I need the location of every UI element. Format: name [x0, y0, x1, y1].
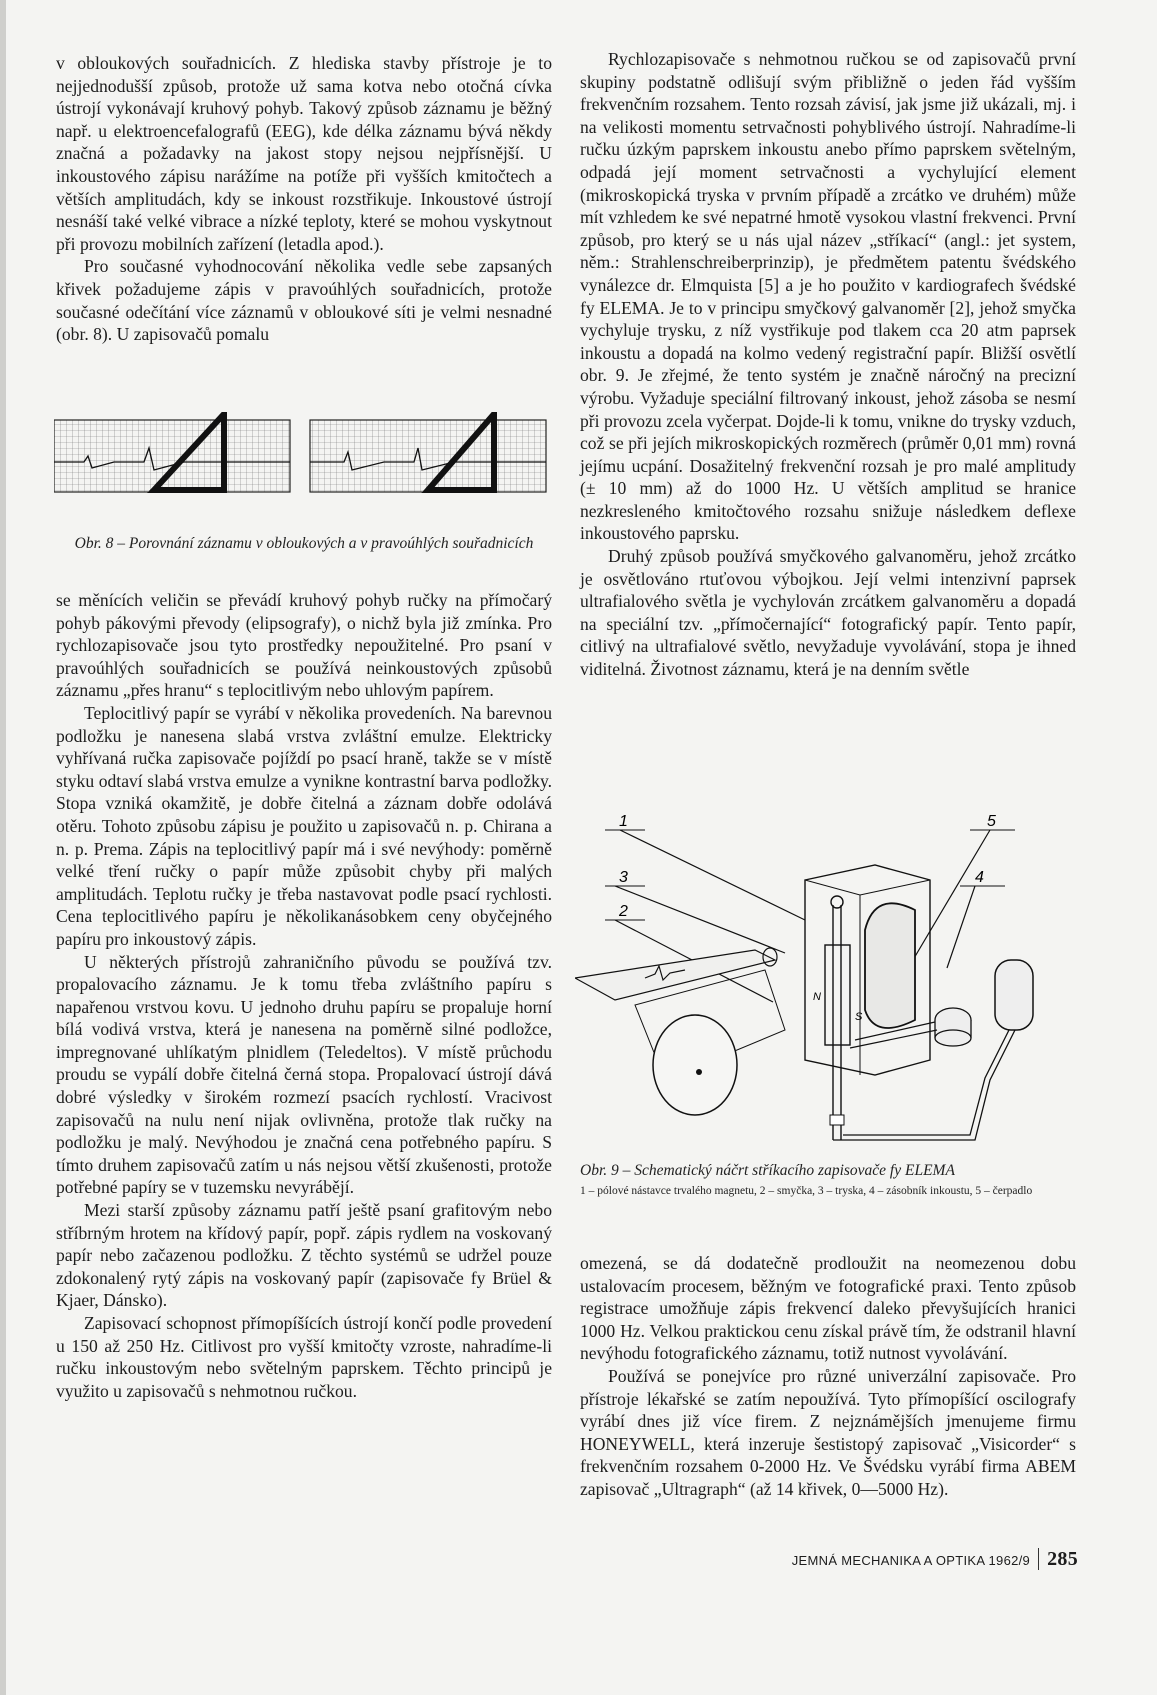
fig9-label-S: S — [855, 1011, 863, 1023]
fig9-label-2: 2 — [619, 903, 628, 920]
paragraph: Mezi starší způsoby záznamu patří ještě psaní grafitovým nebo stříbrným hrotem na křídový papír, popř. zápis rydlem na voskovaný papír nebo začazenou podložku. Z těchto systémů se udržel pouze zdokonalený rytý zápis na voskovaný papír (zapisovače fy Brüel & Kjaer, Dánsko). — [56, 1200, 552, 1311]
paragraph-intro: Rychlozapisovače s nehmotnou ručkou se od zapisovačů první skupiny podstatně odlišují svým přibližně o jeden řád vyšším frekvenčním rozsahem. Tento rozsah závisí, jak jsme již ukázali, mj. i na velikosti momentu setrvačnosti pohyblivého ústrojí. Nahradíme-li ručku úzkým paprskem inkoustu anebo přímo paprskem světelným, odpadá její moment setrvačnosti a vychylující element (mikroskopická tryska v prvním případě a zrcátko ve druhém) může mít vzhledem ke své nepatrné hmotě vysokou vlastní frekvenci. První způsob, pro který se u nás ujal název „stříkací“ (angl.: jet system, něm.: Strahlenschreiberprinzip), je předmětem patentu švédského vynálezce dr. Elmquista [5] a je ho použito v kardiografech švédské fy ELEMA. Je to v principu smyčkový galvanoměr [2], jehož smyčka vychyluje trysku, z níž vystřikuje pod tlakem cca 20 atm paprsek inkoustu a dopadá na kolmo vedený registrační papír. Bližší osvětlí obr. 9. Je zřejmé, že tento systém je značně náročný na precizní výrobu. Vyžaduje speciální filtrovaný inkoust, jehož zásoba se nesmí při provozu zcela vyčerpat. Dojde-li k tomu, vnikne do trysky vzduch, což se při jejích mikroskopických rozměrech (průměr 0,01 mm) rovná jejímu ucpání. Dosažitelný frekvenční rozsah je pro malé amplitudy (± 10 mm) až do 1000 Hz. U větších amplitud se hranice nezkresleného kmitočtového rozsahu snižuje následkem deflexe inkoustového paprsku. — [580, 49, 1076, 544]
fig9-label-5: 5 — [987, 813, 996, 830]
figure-9-drawing — [575, 810, 1080, 1155]
figure-8-drawing — [54, 412, 554, 502]
left-column-block-2 — [56, 589, 552, 1402]
figure-9-caption: Obr. 9 – Schematický náčrt stříkacího zapisovače fy ELEMA — [580, 1162, 955, 1179]
fig9-label-N: N — [813, 991, 821, 1003]
right-column-block-2 — [580, 1252, 1076, 1501]
page-footer — [700, 1548, 1078, 1571]
left-column-block-1 — [56, 52, 552, 346]
figure-8 — [54, 412, 554, 502]
fig9-label-1: 1 — [619, 813, 628, 830]
paragraph: Zapisovací schopnost přímopíšících ústrojí končí podle provedení u 150 až 250 Hz. Citlivost pro vyšší kmitočty vzroste, nahradíme-li ručku inkoustovým nebo světelným paprskem. Těchto principů je využito u zapisovačů s nehmotnou ručkou. — [56, 1313, 552, 1401]
paragraph: se měnících veličin se převádí kruhový pohyb ručky na přímočarý pohyb pákovými převody (elipsografy), o nichž byla již zmínka. Pro rychlozapisovače jsou tyto prostředky nepoužitelné. Pro psaní v pravoúhlých souřadnicích se používá neinkoustových způsobů záznamu „přes hranu“ s teplocitlivým nebo uhlovým papírem. — [56, 590, 552, 701]
paragraph: v obloukových souřadnicích. Z hlediska stavby přístroje je to nejjednodušší způsob, protože už sama kotva nebo otočná cívka ústrojí vykonávají kruhový pohyb. Takový způsob záznamu je běžný např. u elektroencefalografů (EEG), kde délka záznamu bývá někdy značná a požadavky na jakost stopy nejsou nejpřísnější. U inkoustového zápisu narážíme na potíže při vyšších kmitočtech a větších amplitudách, kdy se inkoust rozstřikuje. Inkoustové ústrojí nesnáší také velké vibrace a nízké teploty, které se mohou vyskytnout při provozu mobilních zařízení (letadla apod.). — [56, 53, 552, 254]
paragraph: Teplocitlivý papír se vyrábí v několika provedeních. Na barevnou podložku je nanesena slabá vrstva zvláštní emulze. Elektricky vyhřívaná ručka zapisovače pojíždí po psací hraně, takže se v místě styku odtaví slabá vrstva emulze a vynikne kontrastní barva podložky. Stopa vzniká okamžitě, je dobře čitelná a záznam dobře odolává otěru. Tohoto způsobu zápisu je použito u zapisovačů n. p. Chirana a n. p. Prema. Zápis na teplocitlivý papír má i své nevýhody: poměrně velké tření ručky o papír může způsobit chyby při malých amplitudách. Teplotu ručky je třeba nastavovat podle psací rychlosti. Cena teplocitlivého papíru je několikanásobkem ceny obyčejného papíru pro inkoustový zápis. — [56, 702, 552, 949]
fig9-label-4: 4 — [975, 869, 984, 886]
paragraph: Druhý způsob používá smyčkového galvanoměru, jehož zrcátko je osvětlováno rtuťovou výbojkou. Její velmi intenzivní paprsek ultrafialového světla je vychylován zrcátkem galvanoměru a dopadá na speciální tzv. „přímočernající“ fotografický papír. Tento papír, citlivý na ultrafialové světlo, nevyžaduje vyvolávání, stopa je ihned viditelná. Životnost záznamu, která je na denním světle — [580, 546, 1076, 680]
right-column-block-1 — [580, 48, 1076, 681]
fig9-label-3: 3 — [619, 869, 628, 886]
journal-name: JEMNÁ MECHANIKA A OPTIKA 1962/9 — [791, 1553, 1031, 1568]
figure-8-panel-rect — [310, 414, 546, 492]
figure-8-caption: Obr. 8 – Porovnání záznamu v obloukových a v pravoúhlých souřadnicích — [74, 535, 534, 552]
figure-9-legend: 1 – pólové nástavce trvalého magnetu, 2 – smyčka, 3 – tryska, 4 – zásobník inkoustu, 5 – čerpadlo — [580, 1185, 1033, 1197]
paragraph: Používá se ponejvíce pro různé univerzální zapisovače. Pro přístroje lékařské se zatím nepoužívá. Tyto přímopíšící oscilografy vyrábí dnes již více firem. Z nejznámějších jmenujeme firmu HONEYWELL, která inzeruje šestistopý zapisovač „Visicorder“ s frekvenčním rozsahem 0-2000 Hz. Ve Švédsku vyrábí firma ABEM zapisovač „Ultragraph“ (až 14 křivek, 0—5000 Hz). — [580, 1365, 1076, 1499]
figure-9 — [575, 810, 1080, 1155]
paragraph: U některých přístrojů zahraničního původu se používá tzv. propalovacího záznamu. Je k tomu třeba zvláštního papíru s napařenou vrstvou kovu. U jednoho druhu papíru se propaluje horní bílá vodivá vrstva, která je nanesena na poměrně silné podložce, impregnované uhlíkatým plnidlem (Teledeltos). V místě průchodu proudu se vypálí dobře čitelná černá stopa. Propalovací ústrojí dává dobré výsledky v širokém rozmezí psacích rychlostí. Vracivost zapisovačů na nulu není nijak ovlivněna, protože tlak ručky na podložku je malý. Nevýhodou je značná cena potřebného papíru. S tímto druhem zapisovačů zatím u nás nejsou větší zkušenosti, protože potřebné papíry se v tuzemsku nevyrábějí. — [56, 951, 552, 1198]
paragraph: omezená, se dá dodatečně prodloužit na neomezenou dobu ustalovacím procesem, běžným ve fotografické praxi. Tento způsob registrace umožňuje zápis frekvencí daleko převyšujících hranici 1000 Hz. Velkou praktickou cenu získal právě tím, že odstranil hlavní nevýhodu fotografického záznamu, totiž nutnost vyvolávání. — [580, 1253, 1076, 1364]
paragraph: Pro současné vyhodnocování několika vedle sebe zapsaných křivek požadujeme zápis v pravoúhlých souřadnicích, protože současné odečítání více záznamů v obloukové síti je velmi nesnadné (obr. 8). U zapisovačů pomalu — [56, 256, 552, 345]
page-edge-shadow — [0, 0, 6, 1695]
page-number: 285 — [1038, 1548, 1078, 1570]
figure-8-panel-arc — [54, 414, 290, 492]
